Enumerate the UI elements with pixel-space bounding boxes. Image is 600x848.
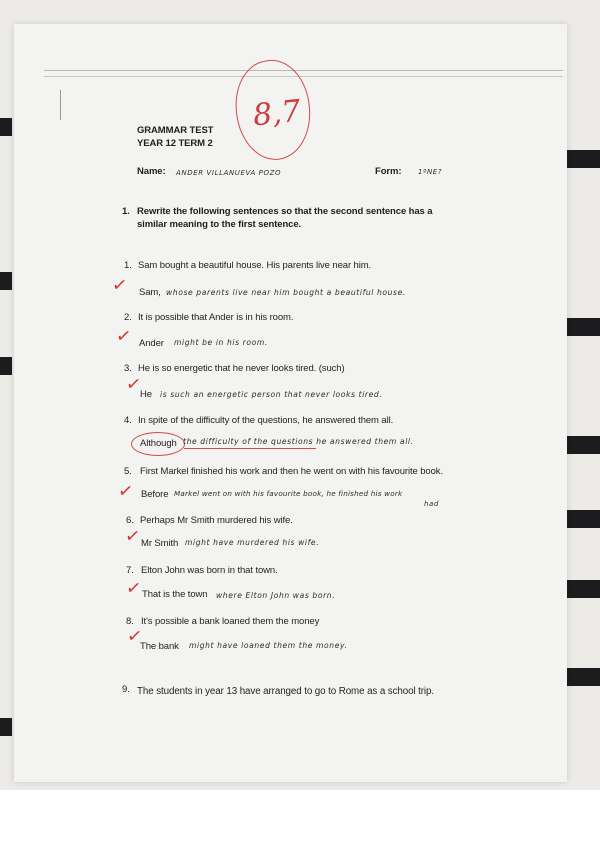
- item-number: 3.: [124, 363, 132, 374]
- name-label: Name:: [137, 166, 166, 177]
- item-number: 4.: [124, 415, 132, 426]
- test-subtitle: YEAR 12 TERM 2: [137, 138, 213, 149]
- check-mark-icon: ✓: [110, 274, 129, 297]
- item-stem: Sam,: [139, 287, 161, 298]
- instruction-line: Rewrite the following sentences so that the second sentence has a: [137, 206, 433, 217]
- form-label: Form:: [375, 166, 402, 177]
- item-answer: the difficulty of the questions he answered them all.: [183, 437, 414, 446]
- item-prompt: The students in year 13 have arranged to go to Rome as a school trip.: [137, 686, 434, 697]
- item-stem: Before: [141, 489, 169, 500]
- stripe: [564, 510, 600, 528]
- item-answer: where Elton John was born.: [216, 591, 336, 600]
- item-number: 5.: [124, 466, 132, 477]
- item-prompt: First Markel finished his work and then he went on with his favourite book.: [140, 466, 443, 477]
- item-number: 7.: [126, 565, 134, 576]
- item-number: 2.: [124, 312, 132, 323]
- item-prompt: It's possible a bank loaned them the money: [141, 616, 320, 627]
- stripe: [0, 718, 12, 736]
- test-title: GRAMMAR TEST: [137, 125, 214, 136]
- paper-fold-line: [44, 70, 563, 71]
- stripe: [0, 272, 12, 290]
- item-stem: Ander: [139, 338, 164, 349]
- stripe: [564, 436, 600, 454]
- item-stem: That is the town: [142, 589, 208, 600]
- name-value: ANDER VILLANUEVA POZO: [176, 169, 282, 177]
- check-mark-icon: ✓: [125, 625, 144, 648]
- item-number: 8.: [126, 616, 134, 627]
- correction-insert: had: [424, 500, 439, 508]
- item-number: 1.: [124, 260, 132, 271]
- item-prompt: In spite of the difficulty of the questions, he answered them all.: [138, 415, 394, 426]
- item-prompt: Elton John was born in that town.: [141, 565, 278, 576]
- error-underline: [184, 448, 316, 449]
- item-stem: The bank: [140, 641, 179, 652]
- paper-fold-line: [44, 76, 563, 77]
- item-stem: He: [140, 389, 152, 400]
- item-prompt: It is possible that Ander is in his room.: [138, 312, 294, 323]
- item-answer: is such an energetic person that never looks tired.: [160, 390, 383, 399]
- item-answer: whose parents live near him bought a beautiful house.: [166, 288, 406, 297]
- grade-mark: 8,7: [251, 93, 303, 134]
- item-answer: Markel went on with his favourite book, he finished his work: [174, 489, 403, 498]
- stripe: [0, 118, 12, 136]
- item-prompt: He is so energetic that he never looks tired. (such): [138, 363, 345, 374]
- stripe: [564, 318, 600, 336]
- check-mark-icon: ✓: [124, 373, 143, 396]
- check-mark-icon: ✓: [123, 525, 142, 548]
- instruction-line: similar meaning to the first sentence.: [137, 219, 302, 230]
- item-number: 9.: [122, 684, 130, 695]
- item-answer: might be in his room.: [174, 338, 268, 347]
- stripe: [564, 580, 600, 598]
- item-answer: might have murdered his wife.: [185, 538, 320, 547]
- form-value: 1ºNE?: [418, 168, 443, 176]
- check-mark-icon: ✓: [116, 480, 135, 503]
- stripe: [564, 668, 600, 686]
- instruction-number: 1.: [122, 206, 130, 217]
- paper-crease: [60, 90, 61, 120]
- item-stem: Although: [140, 438, 177, 449]
- stripe: [0, 357, 12, 375]
- check-mark-icon: ✓: [114, 325, 133, 348]
- item-stem: Mr Smith: [141, 538, 179, 549]
- item-answer: might have loaned them the money.: [189, 641, 348, 650]
- stripe: [564, 150, 600, 168]
- check-mark-icon: ✓: [124, 577, 143, 600]
- item-number: 6.: [126, 515, 134, 526]
- item-prompt: Perhaps Mr Smith murdered his wife.: [140, 515, 293, 526]
- item-prompt: Sam bought a beautiful house. His parents live near him.: [138, 260, 372, 271]
